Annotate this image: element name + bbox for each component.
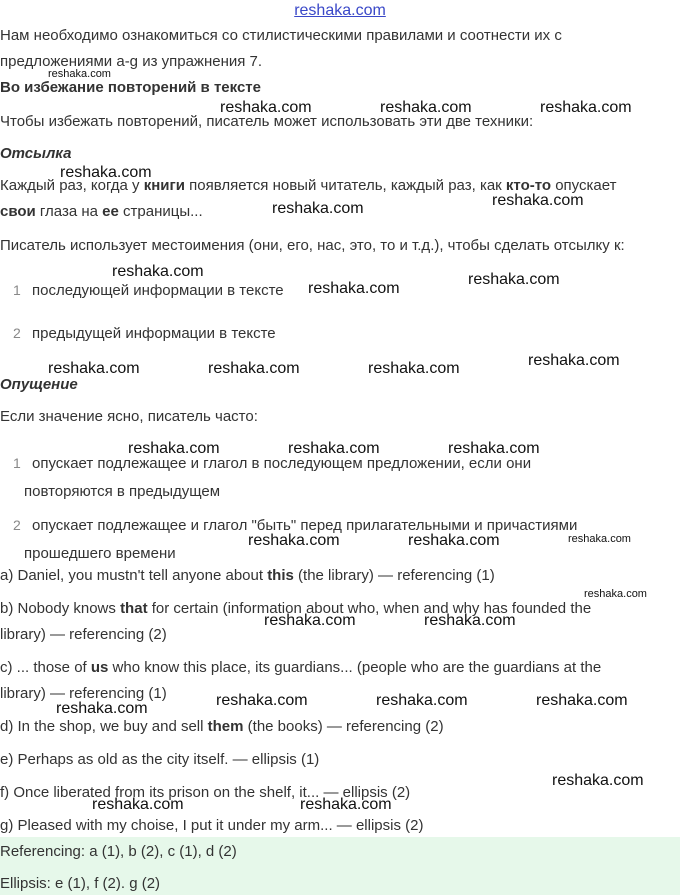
watermark: reshaka.com [408,532,500,549]
watermark: reshaka.com [288,440,380,457]
example-c-cont: library) — referencing (1) [0,685,167,702]
watermark: reshaka.com [528,352,620,369]
example-b-cont: library) — referencing (2) [0,626,167,643]
referencing-example-line-2: свои глаза на ее страницы... [0,203,203,220]
watermark: reshaka.com [368,360,460,377]
intro-line-1: Нам необходимо ознакомиться со стилистическими правилами и соотнести их с [0,27,562,44]
watermark: reshaka.com [128,440,220,457]
section-heading: Во избежание повторений в тексте [0,79,261,96]
answer-ellipsis: Ellipsis: e (1), f (2). g (2) [0,875,161,892]
watermark: reshaka.com [448,440,540,457]
answer-referencing: Referencing: a (1), b (2), c (1), d (2) [0,843,237,860]
lead-text: Чтобы избежать повторений, писатель может использовать эти две техники: [0,113,534,130]
referencing-example-line-1: Каждый раз, когда у книги появляется новый читатель, каждый раз, как кто-то опускает [0,177,617,194]
watermark: reshaka.com [300,796,392,813]
ellipsis-title: Опущение [0,376,78,393]
watermark: reshaka.com [308,280,400,297]
ellipsis-explanation: Если значение ясно, писатель часто: [0,408,258,425]
watermark: reshaka.com [112,263,204,280]
top-watermark-link[interactable]: reshaka.com [294,2,386,19]
list-number: 1 [13,282,21,298]
intro-line-2: предложениями a-g из упражнения 7. [0,53,263,70]
watermark: reshaka.com [272,200,364,217]
list-number: 1 [13,455,21,471]
list-item-text: предыдущей информации в тексте [32,325,276,342]
watermark: reshaka.com [492,192,584,209]
example-a: a) Daniel, you mustn't tell anyone about this (the library) — referencing (1) [0,567,495,584]
referencing-title: Отсылка [0,145,72,162]
watermark: reshaka.com [380,99,472,116]
watermark: reshaka.com [48,68,111,80]
example-g: g) Pleased with my choise, I put it under my arm... — ellipsis (2) [0,817,424,834]
watermark: reshaka.com [216,692,308,709]
example-e: e) Perhaps as old as the city itself. — ellipsis (1) [0,751,320,768]
example-b: b) Nobody knows that for certain (information about who, when and why has founded the [0,600,592,617]
watermark: reshaka.com [208,360,300,377]
watermark: reshaka.com [48,360,140,377]
watermark: reshaka.com [424,612,516,629]
list-number: 2 [13,517,21,533]
watermark: reshaka.com [468,271,560,288]
referencing-explanation: Писатель использует местоимения (они, его, нас, это, то и т.д.), чтобы сделать отсылку к: [0,237,625,254]
list-item-text: опускает подлежащее и глагол "быть" перед прилагательными и причастиями [32,517,578,534]
watermark: reshaka.com [536,692,628,709]
watermark: reshaka.com [248,532,340,549]
example-f: f) Once liberated from its prison on the shelf, it... — ellipsis (2) [0,784,411,801]
watermark: reshaka.com [540,99,632,116]
watermark: reshaka.com [56,700,148,717]
watermark: reshaka.com [376,692,468,709]
watermark: reshaka.com [220,99,312,116]
example-c: c) ... those of us who know this place, its guardians... (people who are the guardians at the [0,659,602,676]
watermark: reshaka.com [92,796,184,813]
watermark: reshaka.com [264,612,356,629]
list-item-text-cont: повторяются в предыдущем [24,483,221,500]
watermark: reshaka.com [584,588,647,600]
watermark: reshaka.com [568,533,631,545]
example-d: d) In the shop, we buy and sell them (the books) — referencing (2) [0,718,444,735]
list-item-text: последующей информации в тексте [32,282,284,299]
watermark: reshaka.com [60,164,152,181]
list-number: 2 [13,325,21,341]
list-item-text-cont: прошедшего времени [24,545,176,562]
list-item-text: опускает подлежащее и глагол в последующем предложении, если они [32,455,532,472]
watermark: reshaka.com [552,772,644,789]
